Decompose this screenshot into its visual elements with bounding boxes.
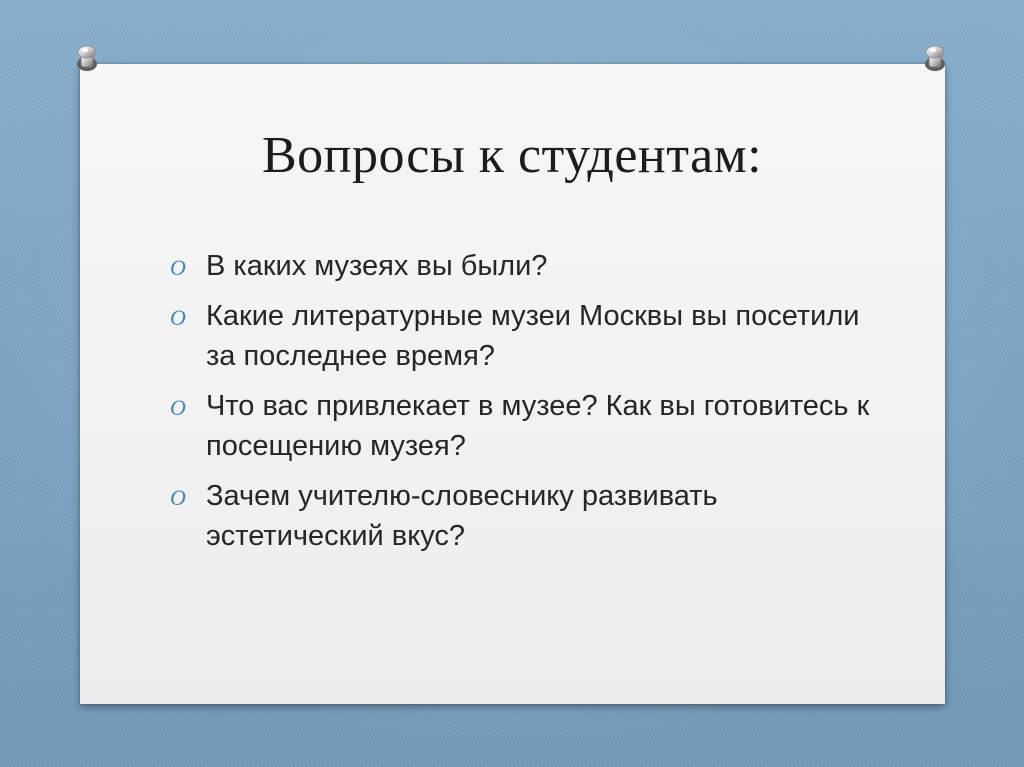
bullet-item bbox=[170, 296, 890, 376]
bullet-circle-icon: O bbox=[170, 305, 186, 330]
bullet-text: В каких музеях вы были? bbox=[206, 250, 548, 282]
bullet-item bbox=[170, 386, 890, 466]
bullet-item bbox=[170, 476, 890, 556]
pushpin-icon bbox=[918, 42, 952, 76]
bullet-circle-icon: O bbox=[170, 255, 186, 280]
bullet-text: Какие литературные музеи Москвы вы посетили за последнее время? bbox=[206, 300, 860, 372]
pushpin-icon bbox=[70, 42, 104, 76]
slide-title: Вопросы к студентам: bbox=[261, 127, 763, 184]
bullet-text: Зачем учителю-словеснику развивать эстетический вкус? bbox=[206, 480, 718, 552]
bullet-list bbox=[170, 246, 890, 566]
bullet-item bbox=[170, 246, 890, 286]
bullet-circle-icon: O bbox=[170, 395, 186, 420]
bullet-circle-icon: O bbox=[170, 485, 186, 510]
bullet-text: Что вас привлекает в музее? Как вы готовитесь к посещению музея? bbox=[206, 390, 870, 462]
